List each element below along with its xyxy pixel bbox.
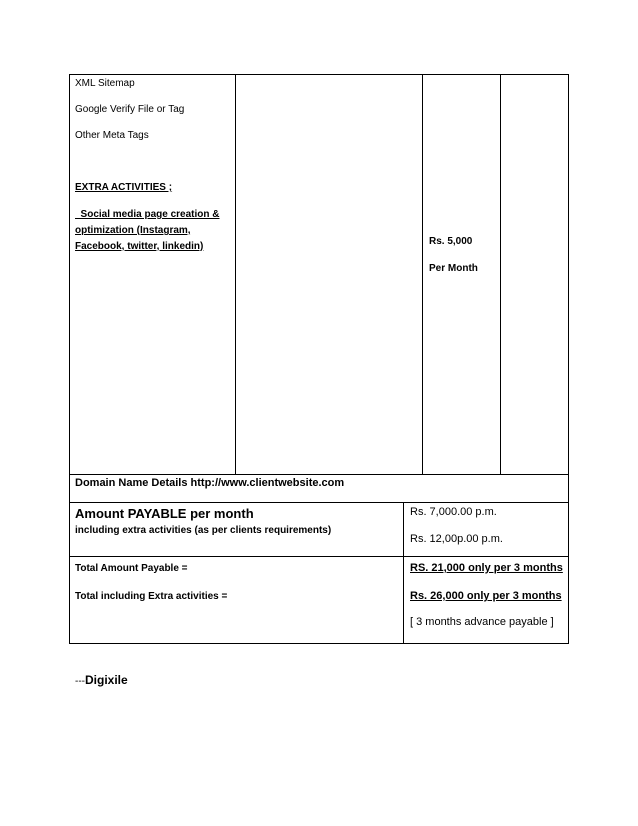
- service-google-verify: Google Verify File or Tag: [75, 104, 185, 115]
- total-extra-label: Total including Extra activities =: [75, 591, 228, 602]
- service-other-meta: Other Meta Tags: [75, 130, 149, 141]
- signature-dashes: ---: [75, 676, 85, 687]
- extra-activity-line-2: optimization (Instagram,: [75, 225, 191, 236]
- col-divider-3: [500, 74, 501, 475]
- table-right-border: [568, 74, 569, 644]
- row-divider-total: [69, 556, 569, 557]
- table-left-border: [69, 74, 70, 644]
- extra-activity-line-3: Facebook, twitter, linkedin): [75, 241, 204, 252]
- payable-title: Amount PAYABLE per month: [75, 506, 254, 521]
- total-value: RS. 21,000 only per 3 months: [410, 562, 563, 574]
- total-extra-value: Rs. 26,000 only per 3 months: [410, 590, 562, 602]
- service-xml-sitemap: XML Sitemap: [75, 78, 135, 89]
- payable-base-amount: Rs. 7,000.00 p.m.: [410, 506, 497, 518]
- col-divider-1: [235, 74, 236, 475]
- table-top-border: [69, 74, 569, 75]
- payable-subtitle: including extra activities (as per clients requirements): [75, 525, 332, 536]
- total-label: Total Amount Payable =: [75, 563, 188, 574]
- domain-details: Domain Name Details http://www.clientwebsite.com: [75, 477, 345, 489]
- col-divider-amount: [403, 502, 404, 644]
- price-amount: Rs. 5,000: [429, 236, 473, 247]
- price-period: Per Month: [429, 263, 478, 274]
- advance-payable-note: [ 3 months advance payable ]: [410, 616, 554, 628]
- payable-with-extra-amount: Rs. 12,00p.00 p.m.: [410, 533, 503, 545]
- row-divider-payable: [69, 502, 569, 503]
- col-divider-2: [422, 74, 423, 475]
- signature-name: Digixile: [85, 673, 128, 687]
- row-divider-domain: [69, 474, 569, 475]
- extra-activity-line-1: Social media page creation &: [75, 209, 220, 220]
- extra-activities-heading: EXTRA ACTIVITIES ;: [75, 182, 173, 193]
- table-bottom-border: [69, 643, 569, 644]
- signature: [75, 674, 128, 688]
